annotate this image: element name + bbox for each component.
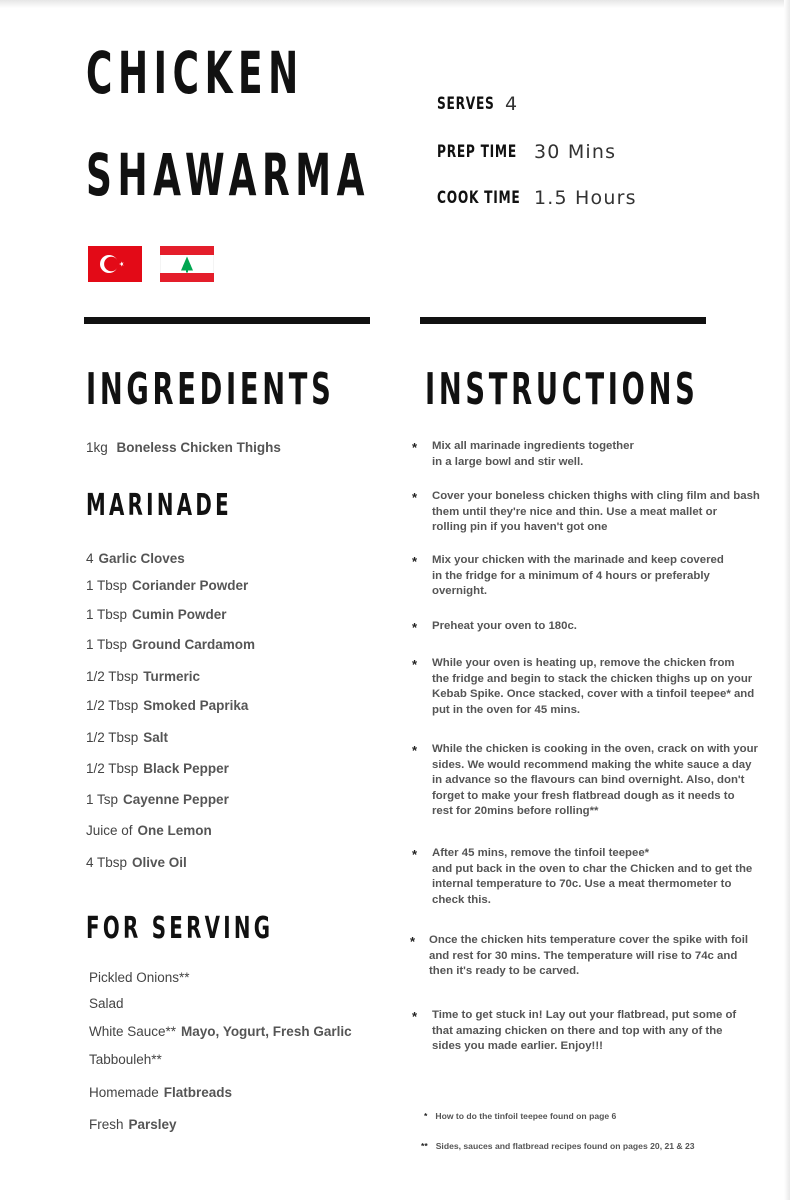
serving-item [89,970,195,985]
marinade-heading: MARINADE [86,488,232,523]
serves-label: SERVES [437,94,495,114]
ingredients-heading: INGREDIENTS [86,364,335,415]
ingredient-name: Turmeric [143,669,201,684]
instruction-text: Once the chicken hits temperature cover the spike with foil and rest for 30 mins. The temperature will rise to 74c and then it's ready to be carved. [429,934,749,977]
instruction-text: Mix all marinade ingredients together in a large bowl and stir well. [432,440,634,468]
ingredient-name: Salt [143,730,169,745]
serving-amount: Pickled Onions** [89,970,190,985]
serving-name: Mayo, Yogurt, Fresh Garlic [181,1024,352,1039]
serving-amount: Salad [89,996,124,1011]
prep-time-value: 30 Mins [534,141,617,163]
bullet-star-icon: * [412,490,418,505]
serving-name: Flatbreads [163,1085,233,1100]
ingredient-amount: 1 Tbsp [86,607,128,622]
ingredient-name: Black Pepper [143,761,229,776]
ingredient-amount: 1kg [86,440,108,455]
serving-item [89,1052,167,1067]
bullet-star-icon: * [412,1009,418,1024]
ingredient-amount: 1 Tbsp [86,578,128,593]
footnote-text: How to do the tinfoil teepee found on page 6 [435,1111,617,1121]
marinade-item [86,698,248,713]
marinade-item [86,669,200,684]
marinade-item [86,551,185,566]
bullet-star-icon: * [412,847,418,862]
ingredient-amount: 4 Tbsp [86,855,128,870]
instruction-text: Cover your boneless chicken thighs with cling film and bash them until they're nice and thin. Use a meat mallet or rolling pin if you haven't got one [432,490,760,533]
instruction-text: Mix your chicken with the marinade and keep covered in the fridge for a minimum of 4 hours or preferably overnight. [432,554,724,597]
ingredient-name: Ground Cardamom [132,637,256,652]
serving-item [89,996,129,1011]
ingredient-name: Boneless Chicken Thighs [116,440,281,455]
footnote-text: Sides, sauces and flatbread recipes found on pages 20, 21 & 23 [435,1141,695,1151]
bullet-star-icon: * [410,934,416,949]
cook-time-value: 1.5 Hours [534,187,637,209]
ingredient-amount: 1/2 Tbsp [86,761,139,776]
ingredient-name: Garlic Cloves [98,551,185,566]
instructions-heading: INSTRUCTIONS [425,364,699,415]
recipe-title-line-1: CHICKEN [86,39,304,107]
serving-amount: Tabbouleh** [89,1052,162,1067]
ingredient-amount: Juice of [86,823,133,838]
footnote-sides [421,1141,695,1151]
ingredient-name: Smoked Paprika [143,698,249,713]
cook-time-label: COOK TIME [437,188,521,208]
lebanon-flag-icon [160,246,214,282]
marinade-item [86,730,168,745]
marinade-item [86,607,227,622]
ingredient-amount: 1/2 Tbsp [86,730,139,745]
bullet-star-icon: * [412,743,418,758]
ingredient-name: Olive Oil [132,855,187,870]
turkey-flag-icon [88,246,142,282]
ingredient-name: One Lemon [137,823,212,838]
divider-left [84,317,370,324]
instruction-text: After 45 mins, remove the tinfoil teepee* and put back in the oven to char the Chicken and to get the internal temperature to 70c. Use a meat thermometer to check this. [432,847,753,906]
bullet-star-icon: * [412,620,418,635]
instruction-text: Time to get stuck in! Lay out your flatbread, put some of that amazing chicken on there and top with any of the sides you made earlier. Enjoy!!! [432,1009,737,1052]
instruction-text: Preheat your oven to 180c. [432,620,577,632]
ingredient-amount: 1/2 Tbsp [86,698,139,713]
main-ingredient [86,440,281,455]
instruction-text: While the chicken is cooking in the oven, crack on with your sides. We would recommend making the white sauce a day in advance so the flavours can bind overnight. Also, don't forget to make your fresh flatbread dough as it needs to rest for 20mins before rolling** [432,743,758,817]
serving-amount: Homemade [89,1085,159,1100]
serving-amount: White Sauce** [89,1024,177,1039]
serving-item [89,1024,352,1039]
serving-name: Parsley [128,1117,177,1132]
footnote-mark: ** [421,1141,428,1151]
serves-value: 4 [505,93,519,115]
recipe-title-line-2: SHAWARMA [86,141,371,209]
ingredient-amount: 1/2 Tbsp [86,669,139,684]
marinade-item [86,792,229,807]
instruction-text: While your oven is heating up, remove the chicken from the fridge and begin to stack the chicken thighs up on your Kebab Spike. Once stacked, cover with a tinfoil teepee* and put in the oven for 45 mins. [432,657,755,716]
bullet-star-icon: * [412,440,418,455]
footnote-teepee [424,1111,616,1121]
marinade-item [86,578,248,593]
marinade-item [86,823,212,838]
ingredient-amount: 1 Tsp [86,792,119,807]
marinade-item [86,761,229,776]
marinade-item [86,637,255,652]
ingredient-name: Coriander Powder [132,578,249,593]
ingredient-amount: 4 [86,551,94,566]
serving-item [89,1085,232,1100]
page-right-shadow [784,0,790,1200]
for-serving-heading: FOR SERVING [86,911,274,946]
serving-amount: Fresh [89,1117,124,1132]
page-top-shadow [0,0,790,8]
marinade-item [86,855,187,870]
ingredient-amount: 1 Tbsp [86,637,128,652]
ingredient-name: Cayenne Pepper [123,792,229,807]
bullet-star-icon: * [412,554,418,569]
bullet-star-icon: * [412,657,418,672]
serving-item [89,1117,177,1132]
prep-time-label: PREP TIME [437,142,517,162]
footnote-mark: * [424,1111,428,1121]
ingredient-name: Cumin Powder [132,607,227,622]
divider-right [420,317,706,324]
